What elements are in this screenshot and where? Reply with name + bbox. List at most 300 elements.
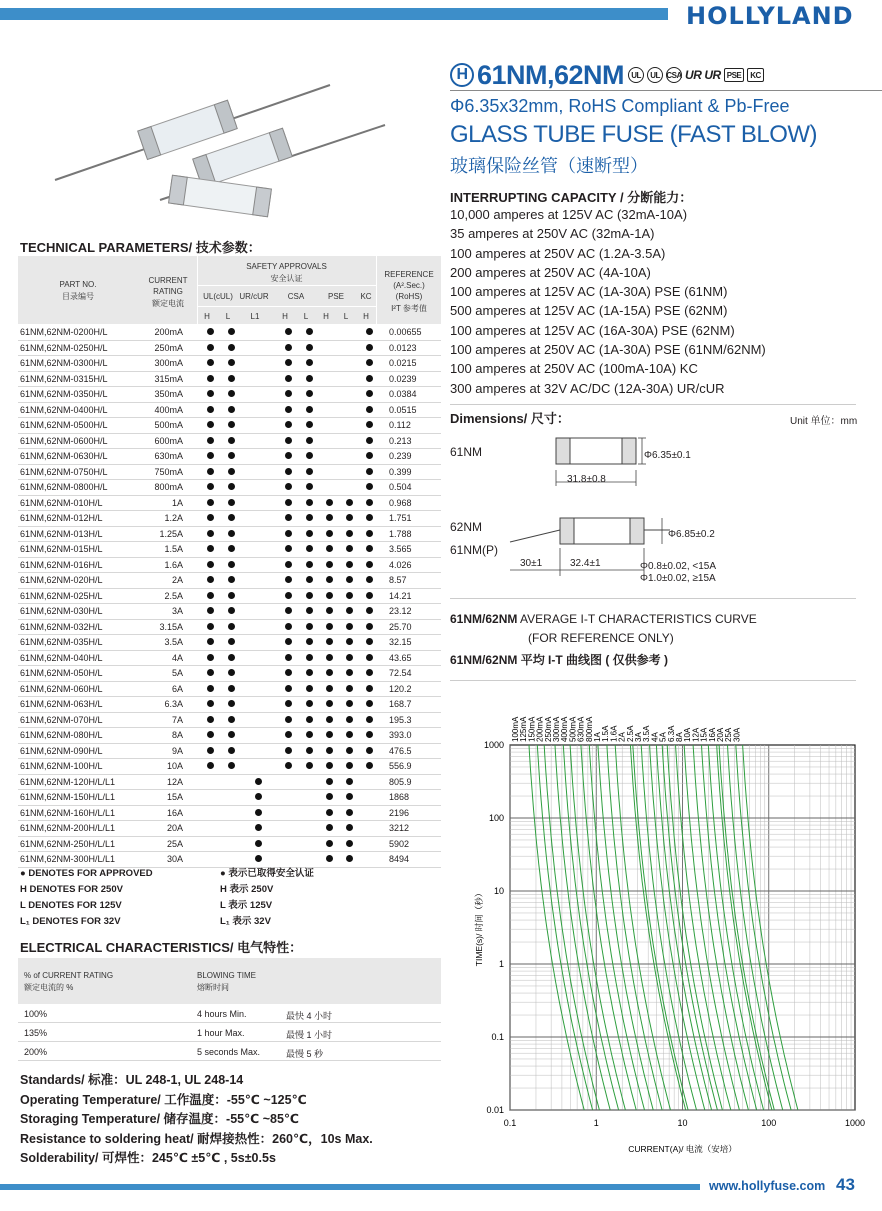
approved-dot-icon (285, 731, 292, 738)
i2t-value: 1.751 (389, 513, 412, 523)
approved-dot-icon (326, 638, 333, 645)
approved-dot-icon (207, 669, 214, 676)
table-row (18, 635, 441, 651)
col-ref-header: REFERENCE (384, 270, 434, 279)
approved-dot-icon (306, 468, 313, 475)
bottom-accent-bar (0, 1184, 700, 1190)
kc-cert-icon: KC (747, 68, 764, 82)
approved-dot-icon (285, 545, 292, 552)
approved-dot-icon (366, 359, 373, 366)
y-axis-label: TIME(s)/ 时间（秒） (474, 888, 484, 967)
approved-dot-icon (326, 561, 333, 568)
i2t-value: 0.213 (389, 435, 412, 446)
current-rating: 400mA (154, 404, 183, 415)
series-label: 3.5A (642, 725, 652, 742)
divider (450, 680, 856, 681)
group-pse: PSE (327, 292, 344, 301)
i2t-value: 0.0384 (389, 389, 417, 399)
approved-dot-icon (285, 592, 292, 599)
series-label: 25A (724, 727, 734, 742)
approved-dot-icon (326, 793, 333, 800)
part-number: 61NM,62NM-300H/L/L1 (20, 854, 116, 864)
approved-dot-icon (228, 483, 235, 490)
i2t-value: 0.968 (389, 497, 412, 508)
approved-dot-icon (366, 561, 373, 568)
y-tick-label: 0.1 (491, 1032, 504, 1042)
approved-dot-icon (346, 840, 353, 847)
list-item: 100 amperes at 125V AC (16A-30A) PSE (62NM) (450, 322, 735, 338)
col-current-header: CURRENT (148, 276, 188, 285)
approved-dot-icon (285, 762, 292, 769)
list-item: 200 amperes at 250V AC (4A-10A) (450, 264, 651, 280)
series-label: 250mA (543, 716, 553, 742)
table-row (18, 666, 441, 682)
y-tick-label: 1 (498, 959, 504, 969)
current-rating: 200mA (154, 327, 183, 337)
approved-dot-icon (228, 654, 235, 661)
pse-cert-icon: PSE (724, 68, 745, 82)
series-label: 630mA (576, 716, 586, 742)
unit-label: Unit 单位：mm (790, 416, 858, 427)
approved-dot-icon (228, 700, 235, 707)
certification-marks (628, 67, 764, 83)
approved-dot-icon (228, 576, 235, 583)
dim-lead-length: 30±1 (520, 558, 543, 569)
approved-dot-icon (326, 514, 333, 521)
approved-dot-icon (207, 747, 214, 754)
approved-dot-icon (255, 840, 262, 847)
part-number: 61NM,62NM-050H/L (20, 668, 103, 678)
i2t-value: 8.57 (389, 575, 407, 585)
approved-dot-icon (326, 623, 333, 630)
sub-h: H (282, 312, 288, 321)
part-number: 61NM,62NM-063H/L (20, 699, 103, 709)
product-title: 61NM,62NM (477, 59, 625, 90)
approved-dot-icon (228, 638, 235, 645)
approved-dot-icon (228, 607, 235, 614)
table-row (18, 604, 441, 620)
i2t-value: 393.0 (389, 730, 412, 740)
approved-dot-icon (326, 747, 333, 754)
approved-dot-icon (306, 685, 313, 692)
list-item: 10,000 amperes at 125V AC (32mA-10A) (450, 207, 688, 222)
series-label: 15A (699, 727, 709, 742)
approved-dot-icon (346, 731, 353, 738)
col-pct-header: % of CURRENT RATING (24, 971, 114, 980)
current-rating: 1A (171, 497, 183, 508)
approved-dot-icon (207, 592, 214, 599)
approved-dot-icon (207, 545, 214, 552)
approved-dot-icon (366, 762, 373, 769)
table-row: 100% 4 hours Min. 最快 4 小时 (18, 1005, 441, 1023)
x-tick-label: 0.1 (503, 1118, 517, 1128)
website-link[interactable]: www.hollyfuse.com (709, 1179, 826, 1193)
approved-dot-icon (366, 468, 373, 475)
i2t-value: 0.00655 (389, 327, 422, 337)
note-line: H 表示 250V (220, 884, 274, 895)
current-rating: 250mA (154, 342, 183, 353)
approved-dot-icon (326, 654, 333, 661)
i2t-value: 0.0239 (389, 373, 417, 384)
part-number: 61NM,62NM-0315H/L (20, 373, 108, 384)
approved-dot-icon (228, 561, 235, 568)
approved-dot-icon (366, 576, 373, 583)
table-row (18, 449, 441, 465)
approved-dot-icon (346, 654, 353, 661)
table-row (18, 387, 441, 403)
i2t-value: 168.7 (389, 699, 412, 709)
series-label: 300mA (552, 716, 561, 742)
col-time-header: BLOWING TIME (197, 971, 256, 980)
approved-dot-icon (326, 607, 333, 614)
approved-dot-icon (326, 731, 333, 738)
approved-dot-icon (366, 514, 373, 521)
approved-dot-icon (346, 499, 353, 506)
list-item: 300 amperes at 32V AC/DC (12A-30A) UR/cUR (450, 380, 725, 396)
approved-dot-icon (228, 406, 235, 413)
series-label: 16A (707, 727, 717, 742)
approved-dot-icon (366, 452, 373, 459)
approved-dot-icon (306, 514, 313, 521)
approved-dot-icon (306, 452, 313, 459)
series-label: 2A (617, 732, 627, 742)
approved-dot-icon (366, 328, 373, 335)
fuse-product-photo (50, 70, 390, 220)
approved-dot-icon (207, 576, 214, 583)
series-label: 10A (683, 727, 693, 742)
approved-dot-icon (228, 468, 235, 475)
current-rating: 8A (171, 730, 183, 740)
group-kc: KC (360, 292, 372, 301)
approved-dot-icon (228, 623, 235, 630)
approved-dot-icon (285, 669, 292, 676)
approved-dot-icon (207, 421, 214, 428)
approved-dot-icon (228, 747, 235, 754)
table-row (18, 713, 441, 729)
approved-dot-icon (366, 406, 373, 413)
table-row (18, 465, 441, 481)
standard-line: Storaging Temperature/ 储存温度：-55℃ ~85℃ (20, 1112, 300, 1126)
list-item: 100 amperes at 125V AC (1A-30A) PSE (61NM) (450, 284, 728, 300)
approved-dot-icon (346, 778, 353, 785)
approved-dot-icon (326, 685, 333, 692)
part-number: 61NM,62NM-0500H/L (20, 420, 108, 430)
current-rating: 3.5A (164, 637, 183, 647)
series-label: 125mA (519, 716, 529, 742)
approved-dot-icon (326, 716, 333, 723)
sub-h: H (204, 312, 210, 321)
page-number: 43 (836, 1175, 855, 1194)
part-number: 61NM,62NM-025H/L (20, 590, 103, 601)
i2t-value: 0.0515 (389, 404, 417, 415)
approved-dot-icon (326, 530, 333, 537)
i2t-value: 0.504 (389, 482, 412, 492)
series-label: 800mA (584, 716, 594, 742)
table-row (18, 403, 441, 419)
table-row (18, 511, 441, 527)
approved-dot-icon (346, 561, 353, 568)
part-number: 61NM,62NM-035H/L (20, 637, 103, 647)
series-label: 1.5A (601, 725, 611, 742)
approved-dot-icon (207, 530, 214, 537)
table-row (18, 728, 441, 744)
series-label: 400mA (560, 716, 570, 742)
current-rating: 1.5A (164, 544, 183, 554)
approved-dot-icon (228, 514, 235, 521)
table-row (18, 620, 441, 636)
i2t-value: 805.9 (389, 776, 412, 787)
approved-dot-icon (285, 499, 292, 506)
top-accent-bar (0, 8, 668, 20)
approved-dot-icon (306, 390, 313, 397)
col-ref-header-2: (A².Sec.) (393, 281, 425, 290)
approved-dot-icon (285, 623, 292, 630)
divider (450, 598, 856, 599)
approved-dot-icon (306, 545, 313, 552)
approved-dot-icon (228, 592, 235, 599)
i2t-value: 0.0215 (389, 358, 417, 368)
dimensions-heading: Dimensions/ 尺寸： (450, 411, 570, 426)
approved-dot-icon (346, 685, 353, 692)
table-row (18, 790, 441, 806)
series-label: 100mA (511, 716, 520, 742)
approved-dot-icon (346, 623, 353, 630)
approved-dot-icon (346, 545, 353, 552)
legend-notes-en (20, 866, 153, 930)
approved-dot-icon (285, 514, 292, 521)
approved-dot-icon (326, 576, 333, 583)
part-number: 61NM,62NM-015H/L (20, 544, 103, 554)
approved-dot-icon (346, 607, 353, 614)
standards-block (20, 1071, 373, 1169)
approved-dot-icon (228, 328, 235, 335)
approved-dot-icon (228, 716, 235, 723)
current-rating: 9A (171, 745, 183, 756)
part-number: 61NM,62NM-010H/L (20, 497, 103, 508)
current-rating: 2.5A (164, 590, 183, 601)
col-time-header-cn: 熔断时间 (197, 983, 229, 992)
approved-dot-icon (346, 809, 353, 816)
list-item: 100 amperes at 250V AC (1A-30A) PSE (61NM/62NM) (450, 342, 766, 358)
approved-dot-icon (228, 669, 235, 676)
part-number: 61NM,62NM-032H/L (20, 621, 103, 632)
approved-dot-icon (207, 483, 214, 490)
approved-dot-icon (306, 406, 313, 413)
approved-dot-icon (228, 359, 235, 366)
approved-dot-icon (285, 576, 292, 583)
table-row (18, 759, 441, 775)
approved-dot-icon (366, 685, 373, 692)
approved-dot-icon (228, 421, 235, 428)
approved-dot-icon (228, 437, 235, 444)
x-tick-label: 1000 (844, 1118, 866, 1128)
i2t-value: 120.2 (389, 683, 412, 694)
interrupting-list (450, 205, 766, 398)
table-row: 200% 5 seconds Max. 最慢 5 秒 (18, 1043, 441, 1061)
approved-dot-icon (306, 747, 313, 754)
i2t-value: 72.54 (389, 668, 412, 678)
standard-line: Standards/ 标准：UL 248-1, UL 248-14 (20, 1073, 244, 1087)
table-row (18, 418, 441, 434)
part-number: 61NM,62NM-250H/L/L1 (20, 838, 116, 849)
i2t-value: 3212 (389, 823, 410, 833)
approved-dot-icon (326, 499, 333, 506)
series-label: 2.5A (625, 725, 635, 742)
product-subtitle-size: Φ6.35x32mm, RoHS Compliant & Pb-Free (450, 96, 790, 116)
part-number: 61NM,62NM-040H/L (20, 652, 103, 663)
current-rating: 630mA (154, 451, 183, 461)
curve-heading-cn: 61NM/62NM 平均 I-T 曲线图 ( 仅供参考 ) (450, 653, 669, 667)
note-line: L 表示 125V (220, 900, 273, 911)
standard-line: Operating Temperature/ 工作温度：-55℃ ~125℃ (20, 1092, 307, 1107)
table-row (18, 341, 441, 357)
part-number: 61NM,62NM-090H/L (20, 745, 103, 756)
part-number: 61NM,62NM-0300H/L (20, 358, 108, 368)
approved-dot-icon (346, 716, 353, 723)
current-rating: 2A (171, 575, 183, 585)
part-number: 61NM,62NM-0400H/L (20, 404, 108, 415)
list-item: 100 amperes at 250V AC (1.2A-3.5A) (450, 245, 666, 261)
current-rating: 15A (166, 792, 183, 802)
i2t-value: 8494 (389, 854, 410, 864)
csa-cert-icon: CSA (666, 67, 682, 83)
part-number: 61NM,62NM-160H/L/L1 (20, 807, 116, 818)
current-rating: 7A (171, 714, 183, 725)
x-tick-label: 100 (761, 1118, 777, 1128)
h-mark-icon: H (450, 63, 474, 87)
table-row (18, 775, 441, 791)
approved-dot-icon (285, 421, 292, 428)
table-row (18, 589, 441, 605)
approved-dot-icon (306, 669, 313, 676)
approved-dot-icon (306, 530, 313, 537)
approved-dot-icon (306, 700, 313, 707)
i2t-value: 0.0123 (389, 342, 417, 353)
standard-line: Solderability/ 可焊性：245℃ ±5℃ , 5s±0.5s (20, 1151, 276, 1165)
y-tick-label: 10 (493, 886, 504, 896)
table-row (18, 480, 441, 496)
approved-dot-icon (207, 716, 214, 723)
model-61nm-label: 61NM (450, 445, 483, 459)
part-number: 61NM,62NM-0750H/L (20, 466, 108, 477)
table-row (18, 744, 441, 760)
i2t-value: 1.788 (389, 528, 412, 539)
approved-dot-icon (326, 700, 333, 707)
it-curve-chart (470, 690, 870, 1160)
approved-dot-icon (346, 592, 353, 599)
approved-dot-icon (285, 437, 292, 444)
table-row (18, 821, 441, 837)
approved-dot-icon (346, 762, 353, 769)
approved-dot-icon (306, 359, 313, 366)
note-line: L₁ 表示 32V (220, 916, 271, 927)
series-label: 6.3A (666, 725, 676, 742)
i2t-value: 43.65 (389, 652, 412, 663)
approved-dot-icon (326, 809, 333, 816)
approved-dot-icon (228, 762, 235, 769)
part-number: 61NM,62NM-013H/L (20, 528, 103, 539)
group-csa: CSA (287, 292, 305, 301)
approved-dot-icon (306, 731, 313, 738)
approved-dot-icon (366, 499, 373, 506)
current-rating: 30A (166, 854, 183, 864)
electrical-table-header (18, 958, 441, 1004)
series-label: 20A (716, 727, 725, 742)
approved-dot-icon (207, 514, 214, 521)
approved-dot-icon (207, 328, 214, 335)
approved-dot-icon (207, 344, 214, 351)
current-rating: 1.25A (159, 528, 183, 539)
group-ul: UL(cUL) (203, 292, 233, 301)
approved-dot-icon (366, 700, 373, 707)
approved-dot-icon (366, 654, 373, 661)
product-title-block (450, 58, 880, 92)
title-divider (450, 90, 882, 91)
approved-dot-icon (306, 421, 313, 428)
approved-dot-icon (285, 747, 292, 754)
current-rating: 3.15A (159, 621, 183, 632)
approved-dot-icon (346, 576, 353, 583)
approved-dot-icon (326, 545, 333, 552)
approved-dot-icon (326, 669, 333, 676)
approved-dot-icon (285, 716, 292, 723)
sub-l1: L1 (250, 312, 260, 321)
part-number: 61NM,62NM-060H/L (20, 683, 103, 694)
current-rating: 20A (166, 823, 183, 833)
list-item: 500 amperes at 125V AC (1A-15A) PSE (62NM) (450, 303, 728, 319)
part-number: 61NM,62NM-020H/L (20, 575, 103, 585)
approved-dot-icon (306, 437, 313, 444)
interrupting-heading: INTERRUPTING CAPACITY / 分断能力： (450, 190, 693, 205)
approved-dot-icon (366, 483, 373, 490)
approved-dot-icon (207, 375, 214, 382)
table-row (18, 697, 441, 713)
approved-dot-icon (366, 545, 373, 552)
approved-dot-icon (366, 390, 373, 397)
col-safety-header: SAFETY APPROVALS (246, 262, 327, 271)
approved-dot-icon (255, 793, 262, 800)
current-rating: 500mA (154, 420, 183, 430)
current-rating: 315mA (154, 373, 183, 384)
table-row (18, 496, 441, 512)
approved-dot-icon (306, 592, 313, 599)
part-number: 61NM,62NM-012H/L (20, 513, 103, 523)
approved-dot-icon (306, 607, 313, 614)
part-number: 61NM,62NM-0600H/L (20, 435, 108, 446)
i2t-value: 1868 (389, 792, 410, 802)
approved-dot-icon (306, 576, 313, 583)
approved-dot-icon (366, 638, 373, 645)
approved-dot-icon (366, 669, 373, 676)
approved-dot-icon (285, 700, 292, 707)
approved-dot-icon (306, 483, 313, 490)
sub-h: H (363, 312, 369, 321)
approved-dot-icon (285, 530, 292, 537)
approved-dot-icon (228, 390, 235, 397)
sub-l: L (303, 312, 309, 321)
divider (450, 404, 856, 405)
dim-diameter-61nm: Φ6.35±0.1 (644, 450, 691, 461)
approved-dot-icon (228, 452, 235, 459)
approved-dot-icon (285, 359, 292, 366)
approved-dot-icon (306, 623, 313, 630)
note-line: L₁ DENOTES FOR 32V (20, 916, 121, 927)
curve-heading-en: 61NM/62NM AVERAGE I-T CHARACTERISTICS CURVE (450, 612, 757, 626)
approved-dot-icon (285, 344, 292, 351)
approved-dot-icon (366, 344, 373, 351)
current-rating: 800mA (154, 482, 183, 492)
approved-dot-icon (306, 561, 313, 568)
